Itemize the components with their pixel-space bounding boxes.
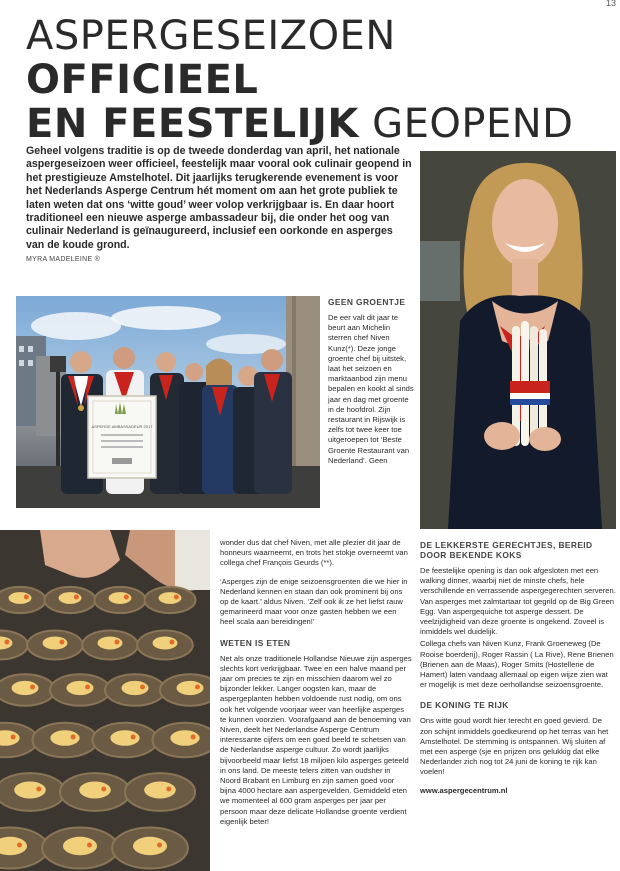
lekkerste-paragraph-2: Collega chefs van Niven Kunz, Frank Groeneweg (De Rooise boerderij), Roger Rassin ( La Rive), Rene Brienen (Brienen aan de Maas), Roger Smits (Hostellerie de Hamert) laten vandaag allemaal op eigen wijze zien wat er mogelijk is met deze oerhollandse seizoensgroente. [420,639,614,690]
bowl-garnish [85,685,90,690]
bowl-garnish [87,843,92,848]
group-photo-illustration [16,296,320,508]
headline-line-1: ASPERGESEIZOEN OFFICIEEL [26,13,396,103]
ambassador-photo [420,151,616,529]
bowl-garnish [11,735,16,740]
bowl-food [133,837,167,855]
bowl-garnish [17,843,22,848]
geen-groentje-paragraph-1: De eer valt dit jaar te beurt aan Michelin sterren chef Niven Kunz(*). Deze jonge groente chef bij uitstek, laat het seizoen en marktaanbod zijn menu bepalen en kookt al sinds jaar en dag met groente in de hoofdrol. Zijn restaurant in Rijswijk is zelfs tot twee keer toe uitgeroepen tot ‘Beste Groente Restaurant van Nederland’. Geen [328,313,414,465]
group-photo [16,296,320,508]
headline [26,14,616,146]
certificate-text: ASPERGE AMBASSADEUR 2017 [91,424,153,429]
bowl-garnish [30,685,35,690]
geen-groentje-heading: GEEN GROENTJE [328,297,406,307]
ambassador-photo-illustration [420,151,616,529]
bowl-garnish [174,595,179,600]
page-number: 13 [605,0,616,8]
geen-groentje-paragraph-1-continued: wonder dus dat chef Niven, met alle plezier dit jaar de honneurs waarneemt, en trots het stokje overneemt van collega chef François Geurds (**). [220,538,408,568]
bowl-garnish [131,735,136,740]
geen-groentje-column [328,297,414,466]
koning-paragraph: Ons witte goud wordt hier terecht en goed gevierd. De zon schijnt inmiddels goedkeurend op het terras van het Amstelhotel. De stemming is ontspannen. Wij sluiten af met een asperge (sje en prijzen ons gelukkig dat elke Nederlander zich nog tot 24 juni de koning te rijk kan voelen! [420,716,609,777]
koning-heading: DE KONING TE RIJK [420,700,509,711]
bowl-garnish [157,843,162,848]
lekkerste-heading: DE LEKKERSTE GERECHTJES, BEREID DOOR BEKENDE KOKS [420,540,593,560]
bowl-garnish [124,595,129,600]
lekkerste-paragraph-1: De feestelijke opening is dan ook afgesloten met een walking dinner, waarbij niet de minste chefs, hele verschillende en verrassende aspergegerechten serveren. Van asperges met zalmtartaar tot gegrild op de Big Green Egg. Van aspergequiche tot asperge dessert. De veelzijdigheid van deze groente is ongekend. Zoveel is inmiddels wel duidelijk. [420,566,616,637]
dishes-photo-illustration [0,530,210,871]
bowl-garnish [191,735,196,740]
weten-is-eten-heading: WETEN IS ETEN [220,637,291,648]
geen-groentje-paragraph-2: ‘Asperges zijn de enige seizoensgroenten die we hier in Nederland kennen en staan dan ook prominent bij ons op de kaart.’ aldus Niven. ‘Zelf ook ik ze het liefst rauw gemarineerd maar voor onze gasten hebben we een heel scala aan bereidingen!’ [220,576,408,627]
intro-paragraph: Geheel volgens traditie is op de tweede donderdag van april, het nationale aspergeseizoen weer officieel, feestelijk maar vooral ook culinair geopend in het prestigieuze Amstelhotel. Dit jaarlijks terugkerende evenement is voor het Nederlands Asperge Centrum hét moment om aan het grote publiek te laten weten dat ons ‘witte goud’ weer volop verkrijgbaar is. En daar hoort traditioneel een nieuwe asperge ambassadeur bij, die onder het oog van culinair Nederland is geïnaugureerd, inclusief een oorkonde en asperges van de koude grond. [26,145,412,251]
bowl-garnish [169,640,174,645]
headline-line-2: EN FEESTELIJK GEOPEND [26,101,574,147]
bowl-garnish [74,595,79,600]
bowl-garnish [24,595,29,600]
byline: MYRA MADELEINE ® [26,256,101,263]
bowl-garnish [36,787,41,792]
right-column [420,540,616,804]
bowl-garnish [195,685,200,690]
bowl-food [63,837,97,855]
bowl-garnish [166,787,171,792]
weten-is-eten-paragraph: Net als onze traditionele Hollandse Nieuwe zijn asperges slechts kort verkrijgbaar. Twee en een halve maand per jaar om precies te zijn en misschien daarom wel zo bijzonder lekker. Langer oogsten kan, maar de aspergeplanten hebben voldoende rust nodig, om ons ook het volgende voorjaar weer van heerlijke asperges te kunnen voorzien. Voorafgaand aan de benoeming van Niven, deelt het Nederlandse Asperge Centrum interessante cijfers om een goed beeld te schetsen van de Nederlandse asperge cultuur. Zo wordt jaarlijks bijvoorbeeld maar liefst 18 miljoen kilo asperges geteeld in ons land. De meeste telers zitten van oudsher in Noord Brabant en Limburg en zijn samen goed voor bijna 4000 hectare aan aspergevelden. Gemiddeld eten we momenteel al 600 gram asperges per jaar per persoon maar deze delicate Hollandse groente verdient eigenlijk beter! [220,653,412,826]
bowl-garnish [140,685,145,690]
middle-column [220,538,412,835]
bowl-garnish [114,640,119,645]
website-link[interactable]: www.aspergecentrum.nl [420,785,508,795]
bowl-garnish [59,640,64,645]
bowl-garnish [71,735,76,740]
dishes-photo [0,530,210,871]
bowl-garnish [4,640,9,645]
bowl-garnish [101,787,106,792]
